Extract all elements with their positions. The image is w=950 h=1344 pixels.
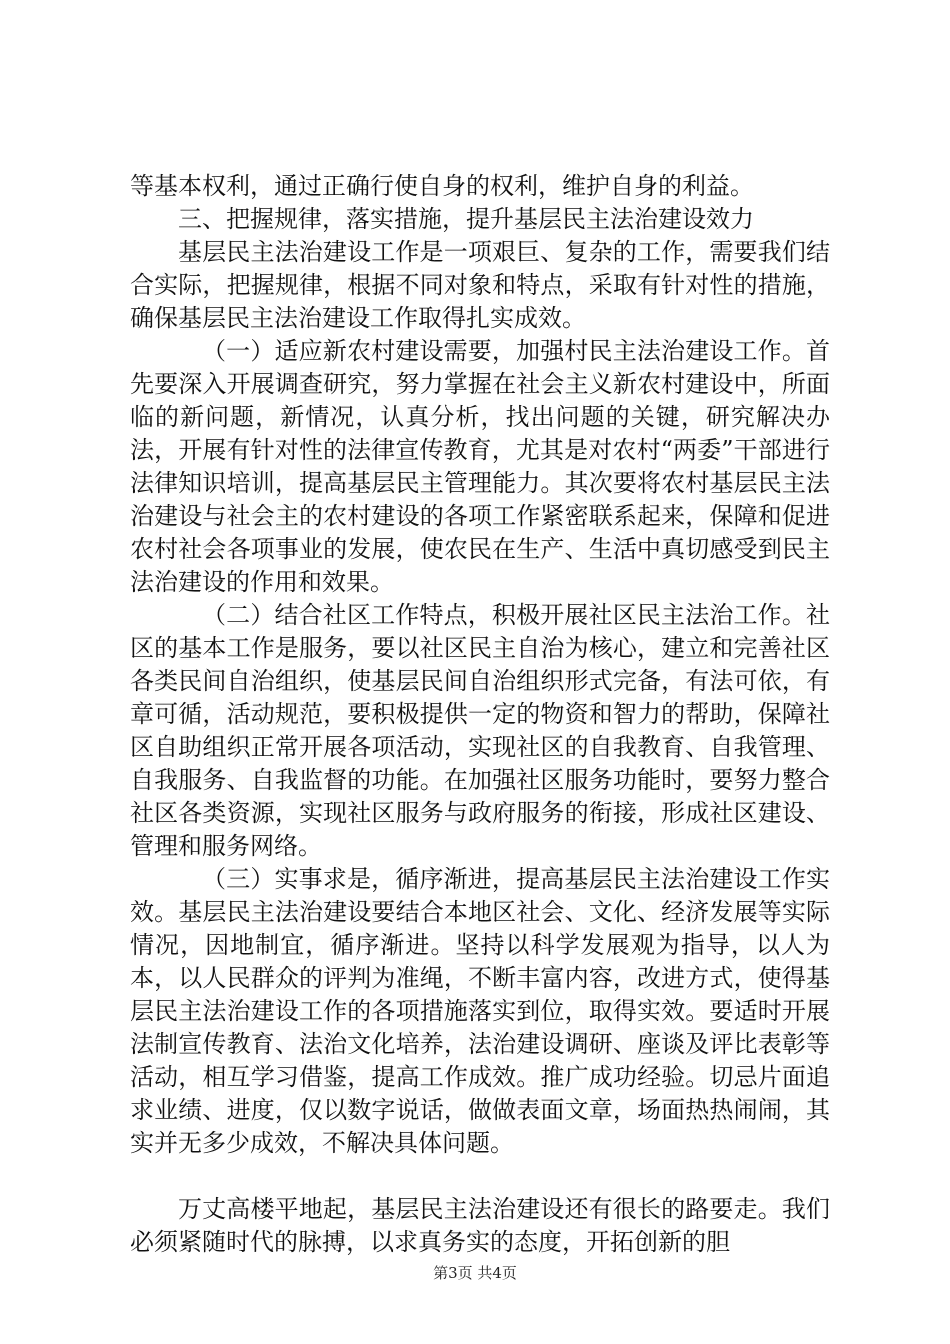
paragraph-continuation: 等基本权利，通过正确行使自身的权利，维护自身的利益。: [130, 172, 754, 200]
closing-paragraph: 万丈高楼平地起，基层民主法治建设还有很长的路要走。我们必须紧随时代的脉搏，以求真务实的态度，开拓创新的胆: [130, 1195, 830, 1256]
subsection-paragraph-2: （二）结合社区工作特点，积极开展社区民主法治工作。社区的基本工作是服务，要以社区民主自治为核心，建立和完善社区各类民间自治组织，使基层民间自治组织形式完备，有法可依，有章可循，活动规范，要积极提供一定的物资和智力的帮助，保障社区自助组织正常开展各项活动，实现社区的自我教育、自我管理、自我服务、自我监督的功能。在加强社区服务功能时，要努力整合社区各类资源，实现社区服务与政府服务的衔接，形成社区建设、管理和服务网络。: [130, 601, 830, 860]
subsection-paragraph-1: （一）适应新农村建设需要，加强村民主法治建设工作。首先要深入开展调查研究，努力掌握在社会主义新农村建设中，所面临的新问题，新情况，认真分析，找出问题的关键，研究解决办法，开展有针对性的法律宣传教育，尤其是对农村“两委”干部进行法律知识培训，提高基层民主管理能力。其次要将农村基层民主法治建设与社会主的农村建设的各项工作紧密联系起来，保障和促进农村社会各项事业的发展，使农民在生产、生活中真切感受到民主法治建设的作用和效果。: [130, 337, 830, 596]
document-body: [130, 170, 830, 1259]
paragraph: 基层民主法治建设工作是一项艰巨、复杂的工作，需要我们结合实际，把握规律，根据不同对象和特点，采取有针对性的措施，确保基层民主法治建设工作取得扎实成效。: [130, 238, 830, 332]
subsection-paragraph-3: （三）实事求是，循序渐进，提高基层民主法治建设工作实效。基层民主法治建设要结合本地区社会、文化、经济发展等实际情况，因地制宜，循序渐进。坚持以科学发展观为指导，以人为本，以人民群众的评判为准绳，不断丰富内容，改进方式，使得基层民主法治建设工作的各项措施落实到位，取得实效。要适时开展法制宣传教育、法治文化培养，法治建设调研、座谈及评比表彰等活动，相互学习借鉴，提高工作成效。推广成功经验。切忌片面追求业绩、进度，仅以数字说话，做做表面文章，场面热热闹闹，其实并无多少成效，不解决具体问题。: [130, 865, 830, 1157]
section-heading: 三、把握规律，落实措施，提升基层民主法治建设效力: [178, 205, 754, 233]
page-footer: 第3页 共4页: [433, 1264, 517, 1282]
